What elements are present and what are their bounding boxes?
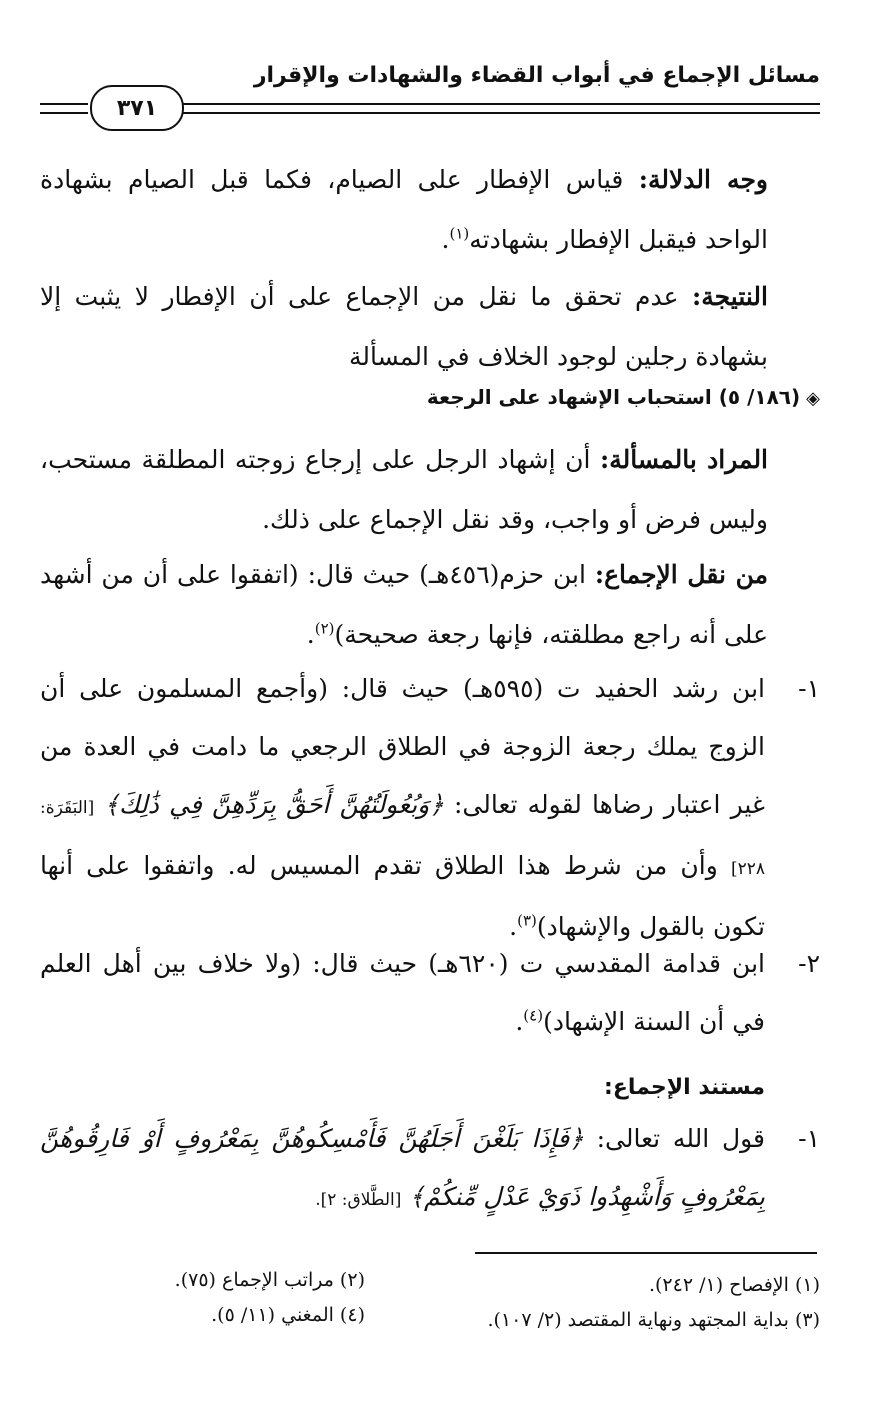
footnote-ref-4[interactable]: (٤)	[523, 1006, 544, 1025]
quran-verse: ﴿وَبُعُولَتُهُنَّ أَحَقُّ بِرَدِّهِنَّ فِي ذَٰلِكَ﴾	[104, 790, 444, 819]
lead-result: النتيجة:	[692, 282, 768, 311]
text-meaning: أن إشهاد الرجل على إرجاع زوجته المطلقة مستحب، وليس فرض أو واجب، وقد نقل الإجماع على ذلك.	[40, 445, 768, 534]
verse-reference: [البَقَرَة: ٢٢٨]	[40, 798, 765, 879]
footnote-divider	[475, 1252, 817, 1254]
footnote-1: (١) الإفصاح (١/ ٢٤٢).	[648, 1274, 820, 1296]
item-text: ابن رشد الحفيد ت (٥٩٥هـ) حيث قال: (وأجمع المسلمون على أن الزوج يملك رجعة الزوجة في الطلاق الرجعي ما دامت في العدة من غير اعتبار رضاها لقوله تعالى:	[40, 674, 765, 819]
issue-heading	[40, 385, 820, 409]
text-transmitters: ابن حزم(٤٥٦هـ) حيث قال: (اتفقوا على أن من أشهد على أنه راجع مطلقته، فإنها رجعة صحيحة)	[40, 560, 768, 649]
lead-transmitters: من نقل الإجماع:	[594, 560, 768, 589]
list-number: ٢-	[798, 949, 820, 978]
lead-meaning: المراد بالمسألة:	[600, 445, 769, 474]
paragraph-result	[40, 267, 820, 387]
text-result: عدم تحقق ما نقل من الإجماع على أن الإفطار لا يثبت إلا بشهادة رجلين لوجود الخلاف في المسألة	[40, 282, 768, 371]
footnote-3: (٣) بداية المجتهد ونهاية المقتصد (٢/ ١٠٧).	[487, 1309, 820, 1331]
paragraph-meaning	[40, 430, 820, 550]
footnote-ref-1[interactable]: (١)	[449, 224, 470, 243]
list-number: ١-	[798, 674, 820, 703]
footnote-4: (٤) المغني (١١/ ٥).	[211, 1304, 365, 1326]
paragraph-transmitters: من نقل الإجماع: ابن حزم(٤٥٦هـ) حيث قال: (اتفقوا على أن من أشهد على أنه راجع مطلقته، فإنها رجعة صحيحة)$^{(٢)}$.	[40, 560, 768, 649]
item-text: ابن قدامة المقدسي ت (٦٢٠هـ) حيث قال: (ولا خلاف بين أهل العلم في أن السنة الإشهاد)	[40, 949, 765, 1036]
paragraph-evidence: وجه الدلالة: قياس الإفطار على الصيام، فكما قبل الصيام بشهادة الواحد فيقبل الإفطار بشهادته$^{(١)}$.	[40, 165, 768, 254]
verse-reference: [الطَّلاق: ٢].	[315, 1190, 402, 1210]
header-rule-right	[182, 103, 820, 114]
quran-verse: ﴿فَإِذَا بَلَغْنَ أَجَلَهُنَّ فَأَمْسِكُوهُنَّ بِمَعْرُوفٍ أَوْ فَارِقُوهُنَّ بِمَعْرُوفٍ وَأَشْهِدُوا ذَوَيْ عَدْلٍ مِّنكُمْ﴾	[40, 1124, 765, 1211]
text-evidence: قياس الإفطار على الصيام، فكما قبل الصيام بشهادة الواحد فيقبل الإفطار بشهادته	[40, 165, 768, 254]
page: مسائل الإجماع في أبواب القضاء والشهادات والإقرار ٣٧١ وجه الدلالة: قياس الإفطار على الصيام، فكما قبل الصيام بشهادة الواحد فيقبل الإفطار بشهادته$^{(١)}$. النتيجة: عدم تحقق ما نقل من الإجماع على أن الإفطار لا يثبت إلا بشهادة رجلين لوجود الخلاف في المسألة ◈(١٨٦/ ٥) استحباب الإشهاد على الرجعة المراد بالمسألة: أن إشهاد الرجل على إرجاع زوجته المطلقة مستحب، وليس فرض أو واجب، وقد نقل الإجماع على ذلك. من نقل الإجماع: ابن حزم(٤٥٦هـ) حيث قال: (اتفقوا على أن من أشهد على أنه راجع مطلقته، فإنها رجعة صحيحة)$^{(٢)}$. ١- ابن رشد الحفيد ت (٥٩٥هـ) حيث قال: (وأجمع المسلمون على أن الزوج يملك رجعة الزوجة في الطلاق الرجعي ما دامت في العدة من غير اعتبار رضاها لقوله تعالى: ﴿وَبُعُولَتُهُنَّ أَحَقُّ بِرَدِّهِنَّ فِي ذَٰلِكَ﴾ [البَقَرَة: ٢٢٨] وأن من شرط هذا الطلاق تقدم المسيس له. واتفقوا على أنها تكون بالقول والإشهاد)$^{(٣)}$. ٢- ابن قدامة المقدسي ت (٦٢٠هـ) حيث قال: (ولا خلاف بين أهل العلم في أن السنة الإشهاد)$^{(٤)}$. مستند الإجماع: ١- قول الله تعالى: ﴿فَإِذَا بَلَغْنَ أَجَلَهُنَّ فَأَمْسِكُوهُنَّ بِمَعْرُوفٍ أَوْ فَارِقُوهُنَّ بِمَعْرُوفٍ وَأَشْهِدُوا ذَوَيْ عَدْلٍ مِّنكُمْ﴾ [الطَّلاق: ٢]. (١) الإفصاح (١/ ٢٤٢). (٢) مراتب الإجماع (٧٥). (٣) بداية المجتهد ونهاية المقتصد (٢/ ١٠٧). (٤) المغني (١١/ ٥).	[40, 55, 820, 1395]
diamond-icon: ◈	[806, 388, 820, 409]
item-text: قول الله تعالى:	[596, 1124, 765, 1153]
footnote-ref-3[interactable]: (٣)	[517, 911, 537, 930]
issue-heading-text: (١٨٦/ ٥) استحباب الإشهاد على الرجعة	[426, 385, 801, 409]
item-text-continued: وأن من شرط هذا الطلاق تقدم المسيس له. واتفقوا على أنها تكون بالقول والإشهاد)	[40, 851, 765, 941]
footnote-ref-2[interactable]: (٢)	[314, 619, 335, 638]
footnote-2: (٢) مراتب الإجماع (٧٥).	[174, 1269, 365, 1291]
support-heading: مستند الإجماع:	[604, 1075, 765, 1100]
lead-evidence: وجه الدلالة:	[638, 165, 768, 194]
running-title: مسائل الإجماع في أبواب القضاء والشهادات والإقرار	[253, 63, 820, 88]
list-number: ١-	[798, 1124, 820, 1153]
header-rule-left	[40, 103, 88, 114]
page-number: ٣٧١	[90, 85, 184, 131]
